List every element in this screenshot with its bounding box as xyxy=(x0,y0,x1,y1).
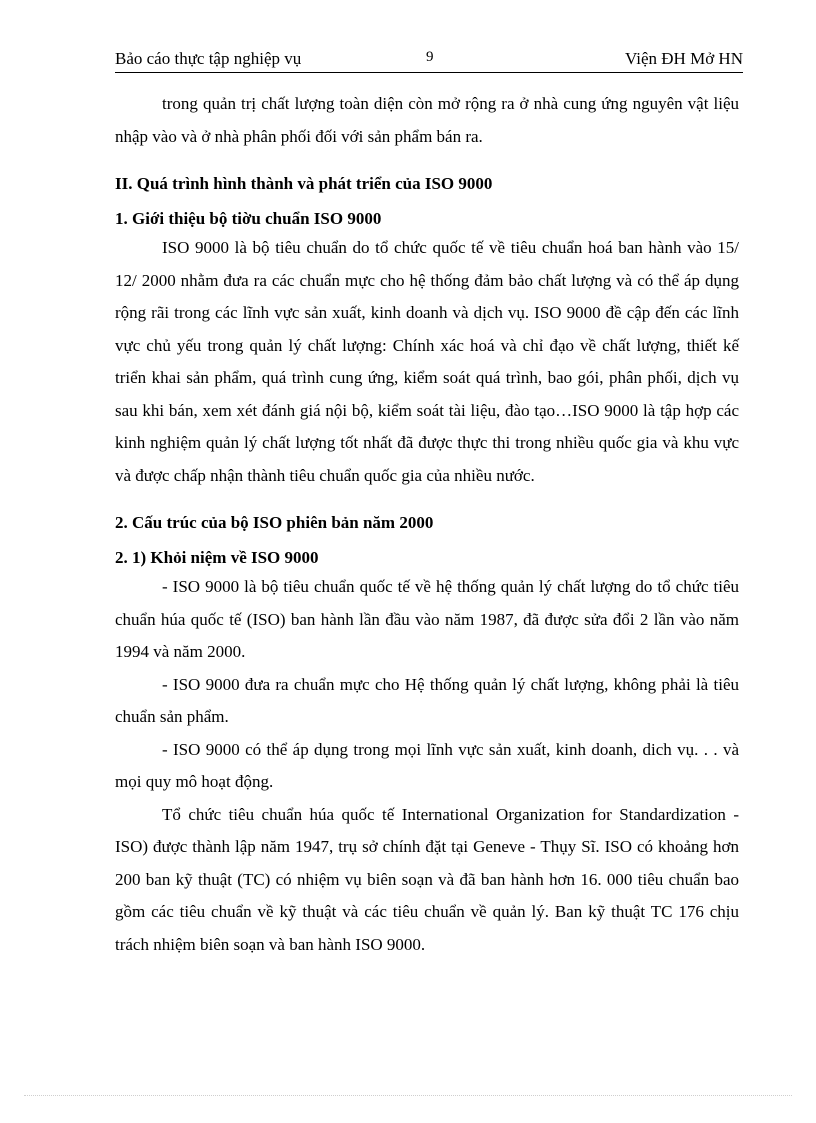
iso-organization-paragraph: Tổ chức tiêu chuẩn húa quốc tế International Organization for Standardization - ISO) được thành lập năm 1947, trụ sở chính đặt tại Geneve - Thụy Sĩ. ISO có khoảng hơn 200 ban kỹ thuật (TC) có nhiệm vụ biên soạn và đã ban hành hơn 16. 000 tiêu chuẩn bao gồm các tiêu chuẩn về kỹ thuật và các tiêu chuẩn về quản lý. Ban kỹ thuật TC 176 chịu trách nhiệm biên soạn và ban hành ISO 9000. xyxy=(115,804,739,954)
intro-paragraph: trong quản trị chất lượng toàn diện còn mở rộng ra ở nhà cung ứng nguyên vật liệu nhập vào và ở nhà phân phối đối với sản phẩm bán ra. xyxy=(115,94,739,146)
header-report-title: Bảo cáo thực tập nghiệp vụ xyxy=(115,49,302,68)
bullet-paragraph-1: - ISO 9000 là bộ tiêu chuẩn quốc tế về hệ thống quản lý chất lượng do tổ chức tiêu chuẩn húa quốc tế (ISO) ban hành lần đầu vào năm 1987, đã được sửa đổi 2 lần vào năm 1994 và năm 2000. xyxy=(115,577,739,661)
iso-intro-paragraph: ISO 9000 là bộ tiêu chuẩn do tổ chức quốc tế về tiêu chuẩn hoá ban hành vào 15/ 12/ 2000 nhằm đưa ra các chuẩn mực cho hệ thống đảm bảo chất lượng và có thể áp dụng rộng rãi trong các lĩnh vực sản xuất, kinh doanh và dịch vụ. ISO 9000 đề cập đến các lĩnh vực chủ yếu trong quản lý chất lượng: Chính xác hoá và chỉ đạo về chất lượng, thiết kế triển khai sản phẩm, quá trình cung ứng, kiểm soát quá trình, bao gói, phân phối, dịch vụ sau khi bán, xem xét đánh giá nội bộ, kiểm soát tài liệu, đào tạo…ISO 9000 là tập hợp các kinh nghiệm quản lý chất lượng tốt nhất đã được thực thi trong nhiều quốc gia và khu vực và được chấp nhận thành tiêu chuẩn quốc gia của nhiều nước. xyxy=(115,238,739,485)
bullet-paragraph-2: - ISO 9000 đưa ra chuẩn mực cho Hệ thống quản lý chất lượng, không phải là tiêu chuẩn sản phẩm. xyxy=(115,674,739,726)
page-header xyxy=(115,48,743,73)
subsection-heading-2-1: 2. 1) Khỏi niệm về ISO 9000 xyxy=(115,548,319,567)
page-number: 9 xyxy=(426,49,434,65)
section-heading-ii: II. Quá trình hình thành và phát triển của ISO 9000 xyxy=(115,174,493,193)
page-bottom-divider xyxy=(24,1095,792,1096)
subsection-heading-1: 1. Giới thiệu bộ tiờu chuẩn ISO 9000 xyxy=(115,209,382,228)
header-institution: Viện ĐH Mở HN xyxy=(625,49,743,68)
subsection-heading-2: 2. Cấu trúc của bộ ISO phiên bản năm 2000 xyxy=(115,513,434,532)
document-body xyxy=(115,88,739,961)
bullet-paragraph-3: - ISO 9000 có thể áp dụng trong mọi lĩnh vực sản xuất, kinh doanh, dich vụ. . . và mọi quy mô hoạt động. xyxy=(115,739,739,791)
